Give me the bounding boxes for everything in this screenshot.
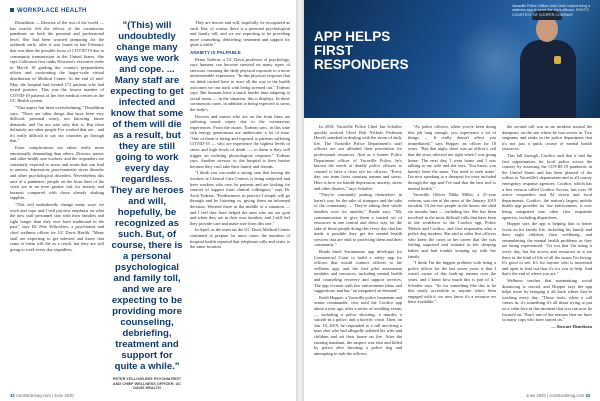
- footer-text: June 2020 | comstockmag.com: [526, 393, 585, 398]
- page-number: 32: [10, 393, 15, 398]
- left-col1-paragraph: "That aspect has been overwhelming," Donaldson says. "There are other things that have been very difficult: personal worry, not knowing future demands, and I'm not sure why that is. But there definitely are other people I've worked that are... and it's really difficult to say our countries go through that.": [10, 104, 104, 144]
- right-col2-paragraph: "As police officers, when you've been doing this job long enough, you experience a lot of things. ... It really doesn't affect you immediately," says Hopper, an officer for 18 years. "But that night, there was an officer's call that the story affected me right when I was going home. The next day, I went home and I was talking to my wife and she says, 'You know, you haven't been the same. You need to seek some.' I'm now speaking to a therapist for once included through the app and I've said that the best tool is mental health.": [408, 124, 496, 191]
- page-number: 33: [585, 393, 590, 398]
- right-col1-paragraph: Reads hired Sacramento app developer for Commercial Coast to build a safety app for officers that would connect officers to the wellness app, and the first pilot assessment modules and resources, including mental health and counseling recovery and support services. The app focuses with law enforcement ideas and suggestions, and has "an integrated on demand.": [314, 249, 402, 294]
- right-column-1: [314, 124, 402, 392]
- title-line: APP HELPS: [314, 29, 391, 44]
- right-col1-paragraph: Keith Hopper, a Vacaville police lieutenant and senior commander, first used the Cordico app about a year ago, after a series of troubling events — including a police shooting, a murder, a suicide in a police, and a horrific crash. Then, on Jan. 10, 2019, he responded to a call involving a man shot who had allegedly stabbed his wife and children and set their house on fire. After the ensuing manhunt, the suspect was shot and killed by police after shooting a police dog and attempting to stab the officers.: [314, 294, 402, 356]
- left-col1-paragraph: "This will undoubtedly change many ways we work and cope and I will put new emphasis on what the new staff personnel stay with their families and fight longer than they ever have traditional in the past," says Dr. Pete Yellowlees, a psychiatrist and chief wellness officer for UC Davis Health. "Many staff are expecting to get infected and know that some of them will die as a result, but they are still going to work every day regardless.: [10, 202, 104, 252]
- officer-torso: [520, 40, 576, 118]
- pull-quote-text: "(This) will undoubtedly change many ways we work and cope. ... Many staff are expecting to get infected and know that some of them will die as a result, but they are still going to work every day regardless. They are heroes and will, hopefully, be recognized as such. But, of course, there is a personal psychological and family toll, and we are expecting to be providing more counseling, debriefing, treatment and support for quite a while.": [110, 20, 184, 372]
- left-col2-paragraph: Reina Toderas, a UC Davis professor of psychology, says humans can become stressed on many types of stressors, meaning the daily physical exposure to a more unforeseeable experience. "In this physical response that we think carried have to react all the way to the health outcomes we can track with being stressed out," Toderas says. But humans have a much harder time adapting to social stress — in the situation, this it displays. In these coronavirus cases, in addition to being expected to stress the body's.: [190, 56, 290, 112]
- left-col1-paragraph: Extra complications are taken really more emotionally demanding than others. Doctors, nurses and other health care workers, and the responders are constantly exposed to stress and strain that can lead to anxiety, depression, post-traumatic stress disorder and other psychological disorders. Nevertheless this area of a pandemic, people on the front lines of the crisis are at an even greater risk for anxiety and burnout compared with those already shaking supplies.: [10, 145, 104, 201]
- right-col1-paragraph: In 2018, Vacaville Police Chief Ian Schaffer quickly noticed Chief Bob Nichols Pedersen Hood's standard in dealing with the stress of daily life. The Vacaville Police Department's staff officers are not afforded their prevention for professional resources. And as a former Police Department officer of Vacaville Police, he's known the needs of deadly police officers to counsel to have a close eye for officers. "Every day, our team faces constant trauma and stress. Here is how we handle depression, anxiety, stress and other distress," says Schaffer.: [314, 124, 402, 191]
- left-col2-paragraph: They are heroes and will, hopefully, be recognized as such. But, of course, there is a personal psychological and family toll, and we are expecting to be providing more counseling, debriefing, treatment and support for quite a while.": [190, 20, 290, 48]
- footer-text: comstockmag.com | June 2020: [15, 393, 74, 398]
- section-label: WORKPLACE HEALTH: [10, 8, 87, 14]
- left-column-1: [10, 20, 104, 392]
- left-column-2: [190, 20, 290, 392]
- right-col3-paragraph: Wellness teaches that maintaining social distancing is crucial, and Hopper says the app helps more by bringing it all back where they're working every day. "Those tools, when a call comes in, it's something it's all about trying to put on a calm face in this moment that you can now be focused on. That's one of the reasons that we have so many cops who have stayed on.": [502, 278, 592, 323]
- left-col1-paragraph: Donaldson — likewise of the rest of the world — has exactly felt the effects of the coronavirus pandemic on both the personal and professional level. She had been worried preparing for the outbreak early, after it was found in late February that was then the possible focus of COVID-19 due to community transmission in the United States. She says California first ranks Newsom's executive order in March 16 guiding the county's preparedness efforts and confronting the larger-scale virtual distribution of Medical Center. At the end of mid-May, the hospital had treated 172 patients who had tested positive. This was the lowest number of COVID-19 patients of the five medical centers in the UC Health system.: [10, 20, 104, 104]
- left-footer: [10, 393, 74, 398]
- left-page: [0, 0, 296, 401]
- left-col2-paragraph: In April, as the team sat the UC Davis Medical Center continued to prepare for more cases, the numbers of hospital health reported that telephone calls and visits to the same location.: [190, 227, 290, 250]
- right-col2-paragraph: "I think I'm the biggest problem with being a police officer for the last seven years is that I wasn't aware of this built-up trauma over the years, and I know how much this is part of it," Schaffer says. "So for something like this to be this easily accessible to anyone who's been engaged with it, we now know it's a resource we have available.": [408, 260, 496, 305]
- left-col2-paragraph: "I think you can make a strong case that having the workers at Clinical Care Centres is being subjected and have workers who care for patients and are looking for sources of support from clinical colleagues," says Dr. Zach Toderas. "Furthermore, in practice I simply will go through and be listening in, giving them an informed decision. Worried there in the middle of a situation — and I feel they have helped the ones who are our goal and when they are in their own families, and I still feel they provide care and make sure from this one.": [190, 170, 290, 226]
- page-gutter: [296, 0, 304, 401]
- right-footer: [526, 393, 590, 398]
- article-title: [314, 30, 409, 72]
- right-col2-paragraph: Vacaville Officer Nikki Miller, a 21-year veteran, was one of the users of the January 2019 incident. Of the two people in the house, she died six months later — including her. She has been involved in the most difficult calls that have been in the workforce to the Cordico app, Police Mobile and Cordico, and first responders after a police dog incident. She said to other first officers who knew the cases in her career that she was feeling surprised and irritated in her sleeping habits and had trouble keeping up with her family.: [408, 192, 496, 259]
- title-line: FIRST: [314, 43, 353, 58]
- photo-caption: Vacaville Police Officer Julia Clark helped bring a wellness app to serve the city's officers. PHOTO COURTESY OF COOPER COMPANY: [512, 4, 590, 17]
- subheading-anxiety: ANXIETY IS PALPABLE: [190, 49, 241, 55]
- title-line: RESPONDERS: [314, 57, 409, 72]
- left-col2-paragraph: Doctors and nurses who are on the front lines are suffering moral injury due to the coronavirus experiences. From the outset, Toderas says, in this time sick energy generations are underwater a lot of time. "One of them is hiring and exposed to patients suffering COVID-19 — who are experience the highest levels of stress and high levels of death —; to them is they will trigger an isolating physiological response," Toderas says. Another stressor is: the hospital is their barrier because they can't take their family and friends.: [190, 113, 290, 169]
- right-col3-paragraph: This fall through, Cordico said that it had the first opportunities for local police across the country by assessing the COVID-19 pandemic in the United States and has been pleased of the rollout to Vacaville's departments and to all county emergency response agencies. Cordico, which has a free version called Cordico Access, has over 30 active responders and 94 sworn and local departments. Cordico, the nation's largest mobile health app provider for law enforcement, is now being integrated into other first responder agencies, including dispatchers.: [502, 152, 592, 220]
- right-page: [304, 0, 600, 401]
- right-col1-paragraph: "They're constantly putting themselves in harm's way for the sake of strangers and the sake of the community. ... They're taking their whole families over for another," Reads says. "My communication to give them a trusted set of resources in one central and direct way for the sake of those people doing this every day that has made it possible they get the mental health services that are vital to protecting them and their community.": [314, 192, 402, 248]
- right-column-2: [408, 124, 496, 392]
- pull-quote: [110, 20, 184, 391]
- badge-icon: [554, 56, 561, 64]
- right-col3-paragraph: the second call was as an incident around the dumpster, on the site where he was sworn in. Two sergeants and ranks in the police department that it's not just a quick course of mental health resources.: [502, 124, 592, 152]
- officer-figure: [516, 10, 578, 118]
- hero-photo: [304, 0, 600, 118]
- pull-quote-attribution: PETER YELLOWLEES PSYCHIATRIST AND CHIEF WELLNESS OFFICER, UC DAVIS HEALTH: [112, 377, 182, 391]
- right-col3-paragraph: Hopper says the app is helping him to better focus on his family life, including his family and their eight children, their wellbeing, and remembering the mental health problems as they are being experienced. "It's not that I'm using it every day, but the access and resources in it are there in the kind of life of all the issues I'm facing. It's good to see. It's for anyone who is interested and open to find out that it's for you to help. And that's the end of where you are.": [502, 221, 592, 277]
- right-column-3: [502, 124, 592, 392]
- author-credit: — Stewart Henriksen: [551, 323, 592, 329]
